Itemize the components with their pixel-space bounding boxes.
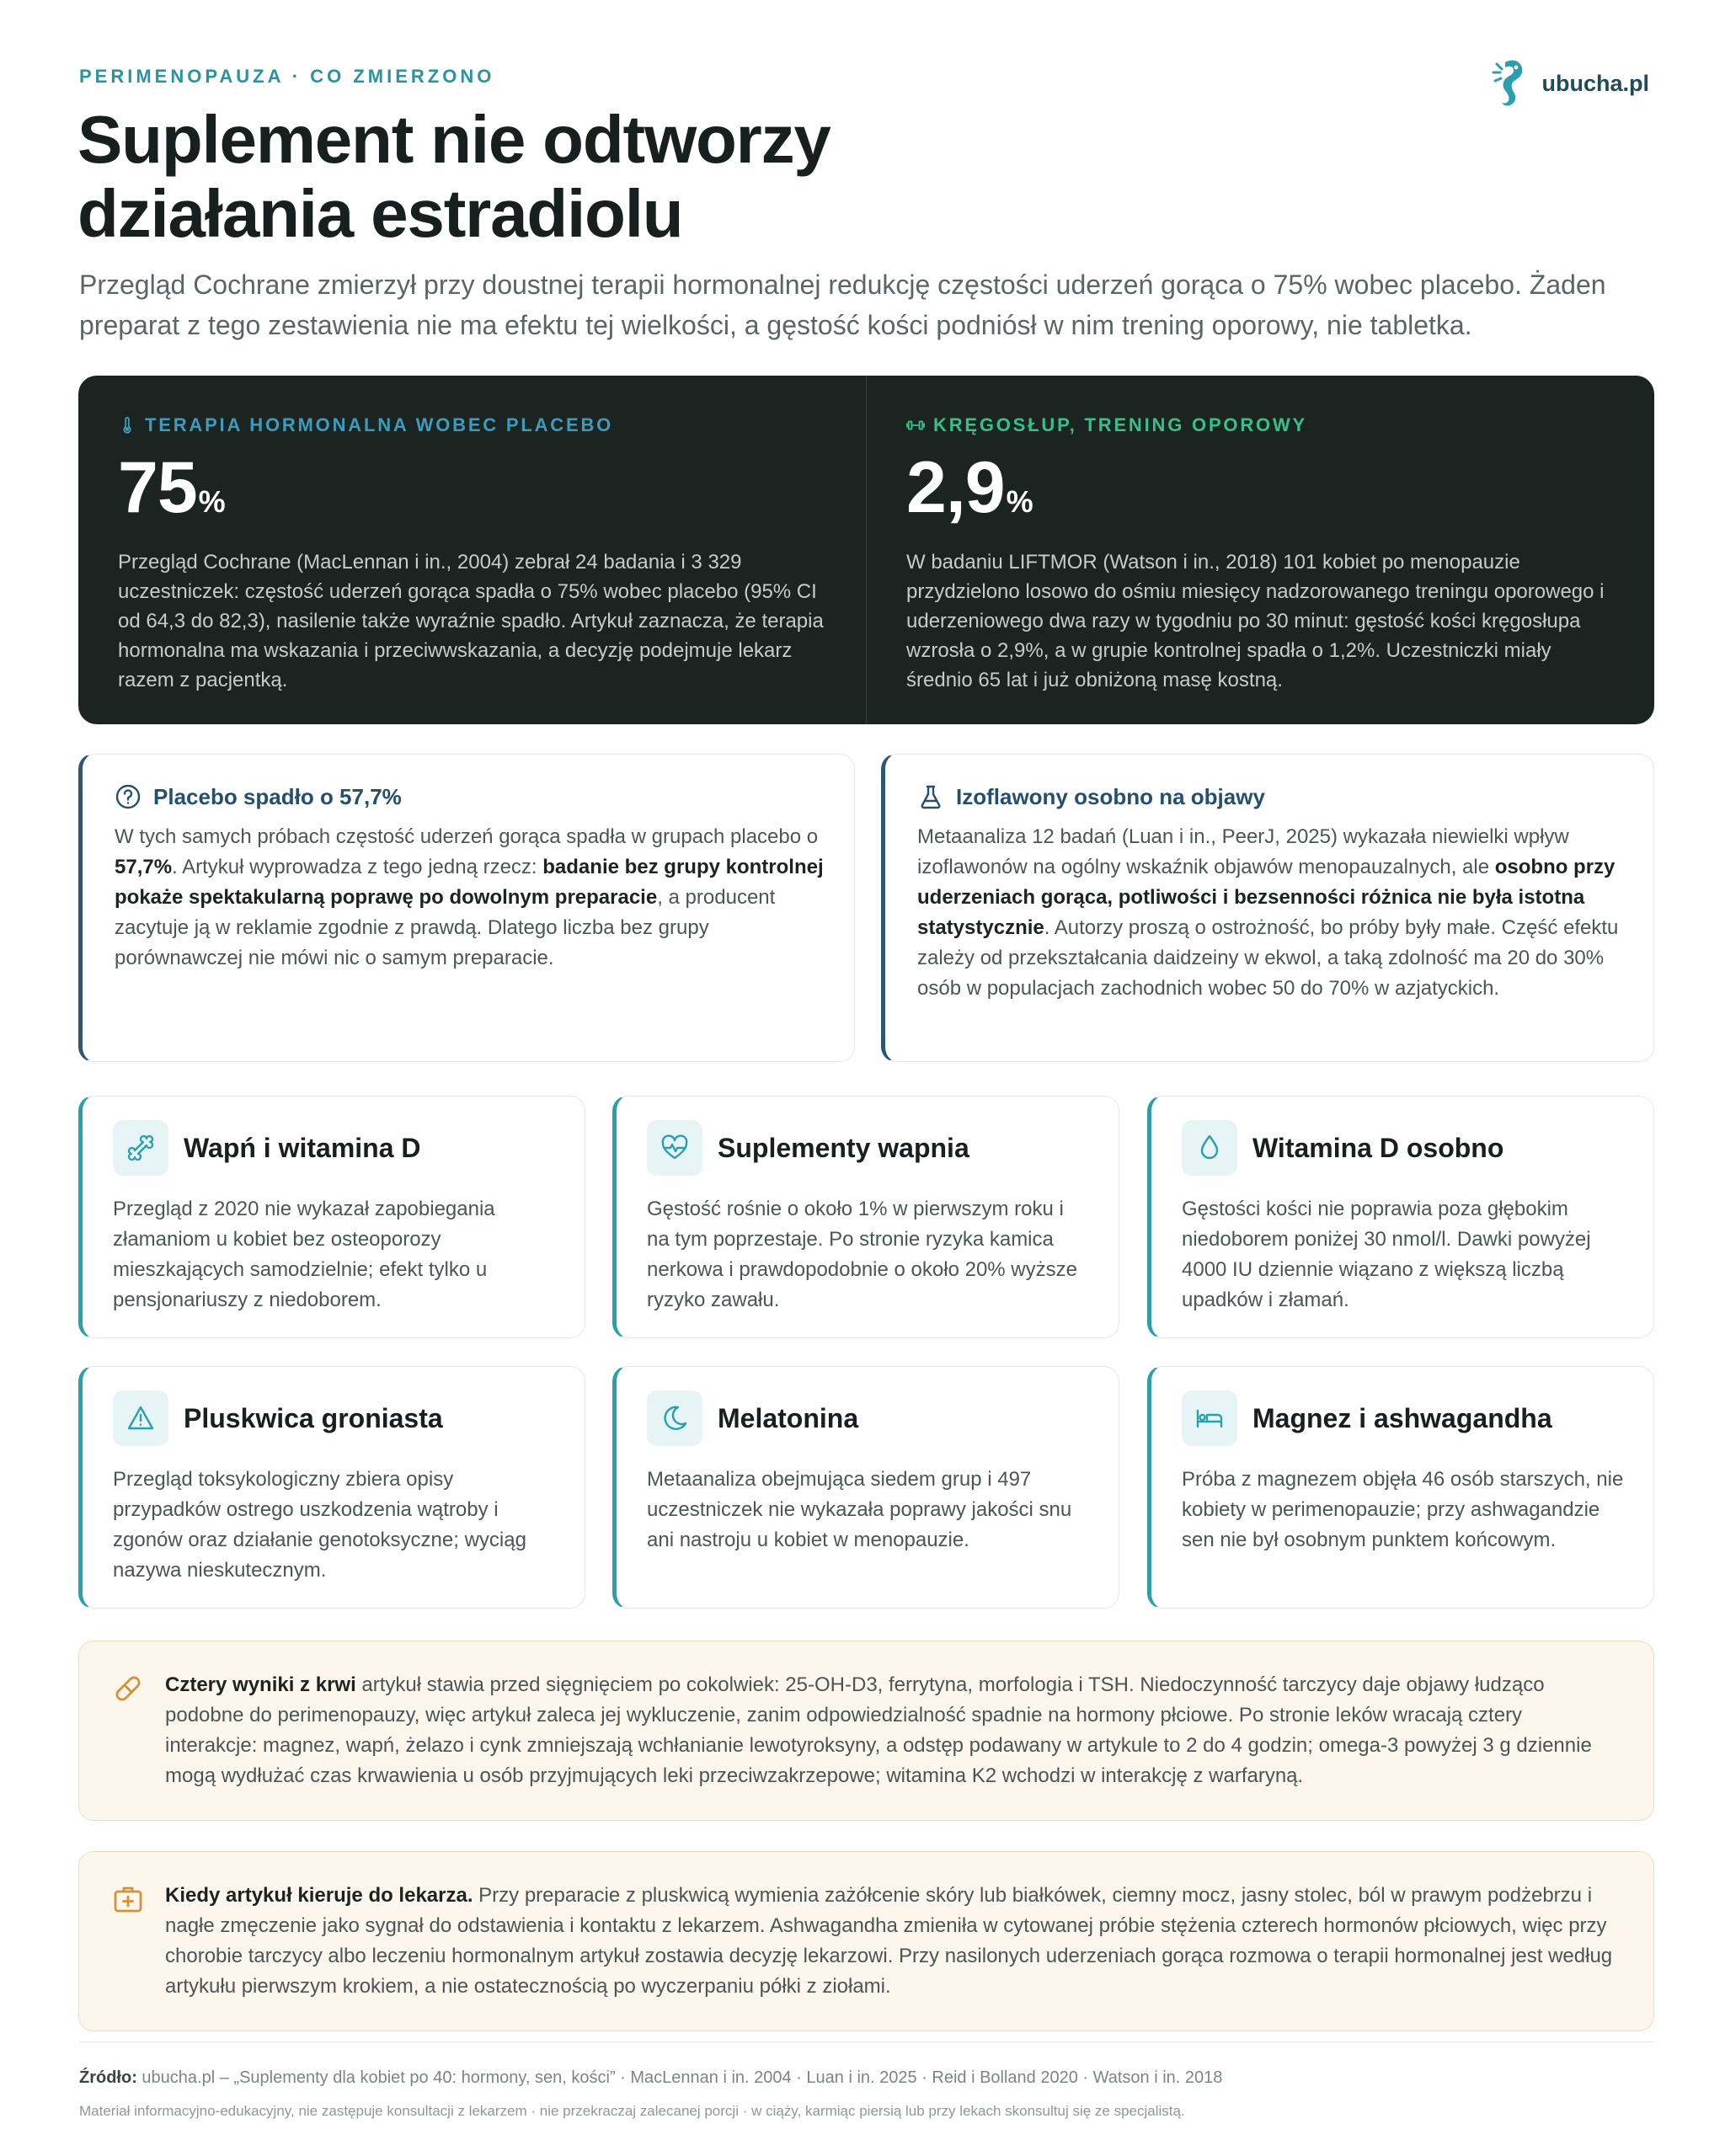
lead-paragraph: Przegląd Cochrane zmierzył przy doustnej terapii hormonalnej redukcję częstości uderzeń gorąca o 75% wobec placebo. Żaden preparat z tego zestawienia nie ma efektu tej wielkości, a gęstość kości podniósł w nim trening oporowy, nie tabletka. [79,270,1606,340]
page-title [77,103,1088,251]
see-doctor-heading: Kiedy artykuł kieruje do lekarza. [165,1884,473,1907]
note-text-part: W tych samych próbach częstość uderzeń gorąca spadła w grupach placebo o [115,825,819,848]
stat-label [118,414,828,436]
source-line [79,2068,1222,2088]
title-line-1: Suplement nie odtworzy [77,102,830,177]
note-text [115,822,824,974]
warning-triangle-icon [126,1403,156,1433]
blood-tests-heading: Cztery wyniki z krwi [165,1673,356,1696]
flask-icon [917,783,944,810]
stat-description: Przegląd Cochrane (MacLennan i in., 2004) zebrał 24 badania i 3 329 uczestniczek: częstość uderzeń gorąca spadła o 75% wobec placebo (95% CI od 64,3 do 82,3), nasilenie także wyraźnie spadło. Artykuł zaznacza, że terapia hormonalna ma wskazania i przeciwwskazania, a decyzję podejmuje lekarz razem z pacjentką. [118,551,824,691]
pill-icon [111,1672,145,1705]
see-doctor-body: Przy preparacie z pluskwicą wymienia zażółcenie skóry lub białkówek, ciemny mocz, jasny stolec, ból w prawym podżebrzu i nagłe zmęczenie jako sygnał do odstawienia i kontaktu z lekarzem. Ashwagandha zmieniła w cytowanej próbie stężenia czterech hormonów płciowych, więc przy chorobie tarczycy albo leczeniu hormonalnym artykuł zostawia decyzję lekarzowi. Przy nasilonych uderzeniach gorąca rozmowa o terapii hormonalnej jest według artykułu pierwszym krokiem, a nie ostatecznością po wyczerpaniu półki z ziołami. [165,1884,1613,1998]
stat-label-text: KRĘGOSŁUP, TRENING OPOROWY [933,414,1307,435]
heart-pulse-icon [660,1133,690,1163]
note-placebo [78,754,855,1062]
source-label: Źródło: [79,2068,137,2087]
note-text-part: . Artykuł wyprowadza z tego jedną rzecz: [172,856,543,878]
question-circle-icon [115,783,142,810]
card-icon-box [113,1390,168,1446]
eyebrow: PERIMENOPAUZA · CO ZMIERZONO [79,66,495,87]
card-title: Magnez i ashwagandha [1252,1402,1552,1433]
medical-kit-icon [111,1882,145,1916]
stat-number [118,447,828,534]
card-text: Przegląd toksykologiczny zbiera opisy przypadków ostrego uszkodzenia wątroby i zgonów oraz działanie genotoksyczne; wyciąg nazywa nieskutecznym. [113,1468,526,1582]
moon-icon [660,1403,690,1433]
card-calcium-supplements [612,1096,1119,1338]
card-magnesium-ashwagandha [1147,1366,1654,1609]
stat-label [906,414,1616,436]
card-icon-box [113,1120,168,1176]
note-text-bold: 57,7% [115,856,173,878]
card-icon-box [1182,1120,1237,1176]
note-header [917,783,1623,810]
blood-tests-box [78,1641,1654,1821]
card-title: Suplementy wapnia [718,1132,969,1163]
card-black-cohosh [78,1366,585,1609]
title-line-2: działania estradiolu [77,176,683,251]
card-title: Witamina D osobno [1252,1132,1504,1163]
card-header [1182,1120,1626,1176]
blood-tests-text [165,1670,1615,1791]
stat-unit: % [1006,484,1033,519]
footer-divider [78,2041,1654,2042]
note-text [917,822,1623,1004]
bed-icon [1194,1403,1225,1433]
card-icon-box [647,1390,702,1446]
card-icon-box [647,1120,702,1176]
logo-text: ubucha.pl [1541,70,1649,96]
card-vitamin-d [1147,1096,1654,1338]
card-text: Gęstości kości nie poprawia poza głębokim niedoborem poniżej 30 nmol/l. Dawki powyżej 4000 IU dziennie wiązano z większą liczbą upadków i złamań. [1182,1198,1591,1311]
note-text-bold: osobno przy uderzeniach gorąca, potliwości i bezsenności różnica nie była istotna statystycznie [917,856,1616,939]
note-isoflavones [881,754,1654,1062]
blood-tests-body: artykuł stawia przed sięgnięciem po cokolwiek: 25-OH-D3, ferrytyna, morfologia i TSH. Niedoczynność tarczycy daje objawy łudząco podobne do perimenopauzy, więc artykuł zaleca jej wykluczenie, zanim odpowiedzialność spadnie na hormony płciowe. Po stronie leków wracają cztery interakcje: magnez, wapń, żelazo i cynk zmniejszają wchłanianie lewotyroksyny, a odstęp podawany w artykule to 2 do 4 godzin; omega-3 powyżej 3 g dziennie mogą wydłużać czas krwawienia u osób przyjmujących leki przeciwzakrzepowe; witamina K2 wchodzi w interakcję z warfaryną. [165,1673,1592,1787]
stat-value: 75 [118,447,197,528]
stat-unit: % [198,484,226,519]
card-melatonin [612,1366,1119,1609]
card-header [113,1390,558,1446]
card-text: Przegląd z 2020 nie wykazał zapobiegania złamaniom u kobiet bez osteoporozy mieszkających samodzielnie; efekt tylko u pensjonariuszy z niedoborem. [113,1198,495,1311]
card-text: Metaanaliza obejmująca siedem grup i 497 uczestniczek nie wykazała poprawy jakości snu ani nastroju u kobiet w menopauzie. [647,1468,1072,1551]
see-doctor-text [165,1881,1615,2002]
card-header [1182,1390,1626,1446]
logo[interactable] [1488,56,1650,111]
card-icon-box [1182,1390,1237,1446]
note-text-part: , a producent zacytuje ją w reklamie zgodnie z prawdą. Dlatego liczba bez grupy porównawczej nie mówi nic o samym preparacie. [115,886,776,969]
card-text: Próba z magnezem objęła 46 osób starszych, nie kobiety w perimenopauzie; przy ashwagandzie sen nie był osobnym punktem końcowym. [1182,1468,1624,1551]
stat-hormone-therapy [78,376,866,724]
see-doctor-box [78,1851,1654,2031]
note-text-bold: badanie bez grupy kontrolnej pokaże spektakularną poprawę po dowolnym preparacie [115,856,824,909]
card-title: Pluskwica groniasta [184,1402,443,1433]
seahorse-logo-icon [1488,56,1530,111]
note-text-part: Metaanaliza 12 badań (Luan i in., PeerJ, 2025) wykazała niewielki wpływ izoflawonów na ogólny wskaźnik objawów menopauzalnych, ale [917,825,1569,878]
thermometer-icon [118,416,136,435]
card-calcium-vitamin-d [78,1096,585,1338]
source-text: ubucha.pl – „Suplementy dla kobiet po 40: hormony, sen, kości” · MacLennan i in. 2004 · Luan i in. 2025 · Reid i Bolland 2020 · Watson i in. 2018 [136,2068,1223,2087]
card-header [647,1390,1092,1446]
disclaimer: Materiał informacyjno-edukacyjny, nie zastępuje konsultacji z lekarzem · nie przekraczaj zalecanej porcji · w ciąży, karmiąc piersią lub przy lekach skonsultuj się ze specjalistą. [79,2103,1185,2119]
droplet-icon [1194,1133,1225,1163]
bone-icon [126,1133,156,1163]
dumbbell-icon [906,416,925,435]
stat-value: 2,9 [906,447,1005,528]
note-text-part: . Autorzy proszą o ostrożność, bo próby były małe. Część efektu zależy od przekształcania daidzeiny w ekwol, a taką zdolność ma 20 do 30% osób w populacjach zachodnich wobec 50 do 70% w azjatyckich. [917,916,1619,1000]
stat-number [906,447,1616,534]
card-title: Wapń i witamina D [184,1132,421,1163]
note-title: Izoflawony osobno na objawy [956,783,1265,809]
card-header [113,1120,558,1176]
card-text: Gęstość rośnie o około 1% w pierwszym roku i na tym poprzestaje. Po stronie ryzyka kamica nerkowa i prawdopodobnie o około 20% wyższe ryzyko zawału. [647,1198,1077,1311]
note-title: Placebo spadło o 57,7% [153,783,402,809]
stat-resistance-training [866,376,1654,724]
stats-panel [78,376,1654,724]
card-header [647,1120,1092,1176]
stat-description: W badaniu LIFTMOR (Watson i in., 2018) 101 kobiet po menopauzie przydzielono losowo do ośmiu miesięcy nadzorowanego treningu oporowego i uderzeniowego dwa razy w tygodniu po 30 minut: gęstość kości kręgosłupa wzrosła o 2,9%, a w grupie kontrolnej spadła o 1,2%. Uczestniczki miały średnio 65 lat i już obniżoną masę kostną. [906,551,1605,691]
stat-label-text: TERAPIA HORMONALNA WOBEC PLACEBO [145,414,614,435]
note-header [115,783,824,810]
card-title: Melatonina [718,1402,859,1433]
